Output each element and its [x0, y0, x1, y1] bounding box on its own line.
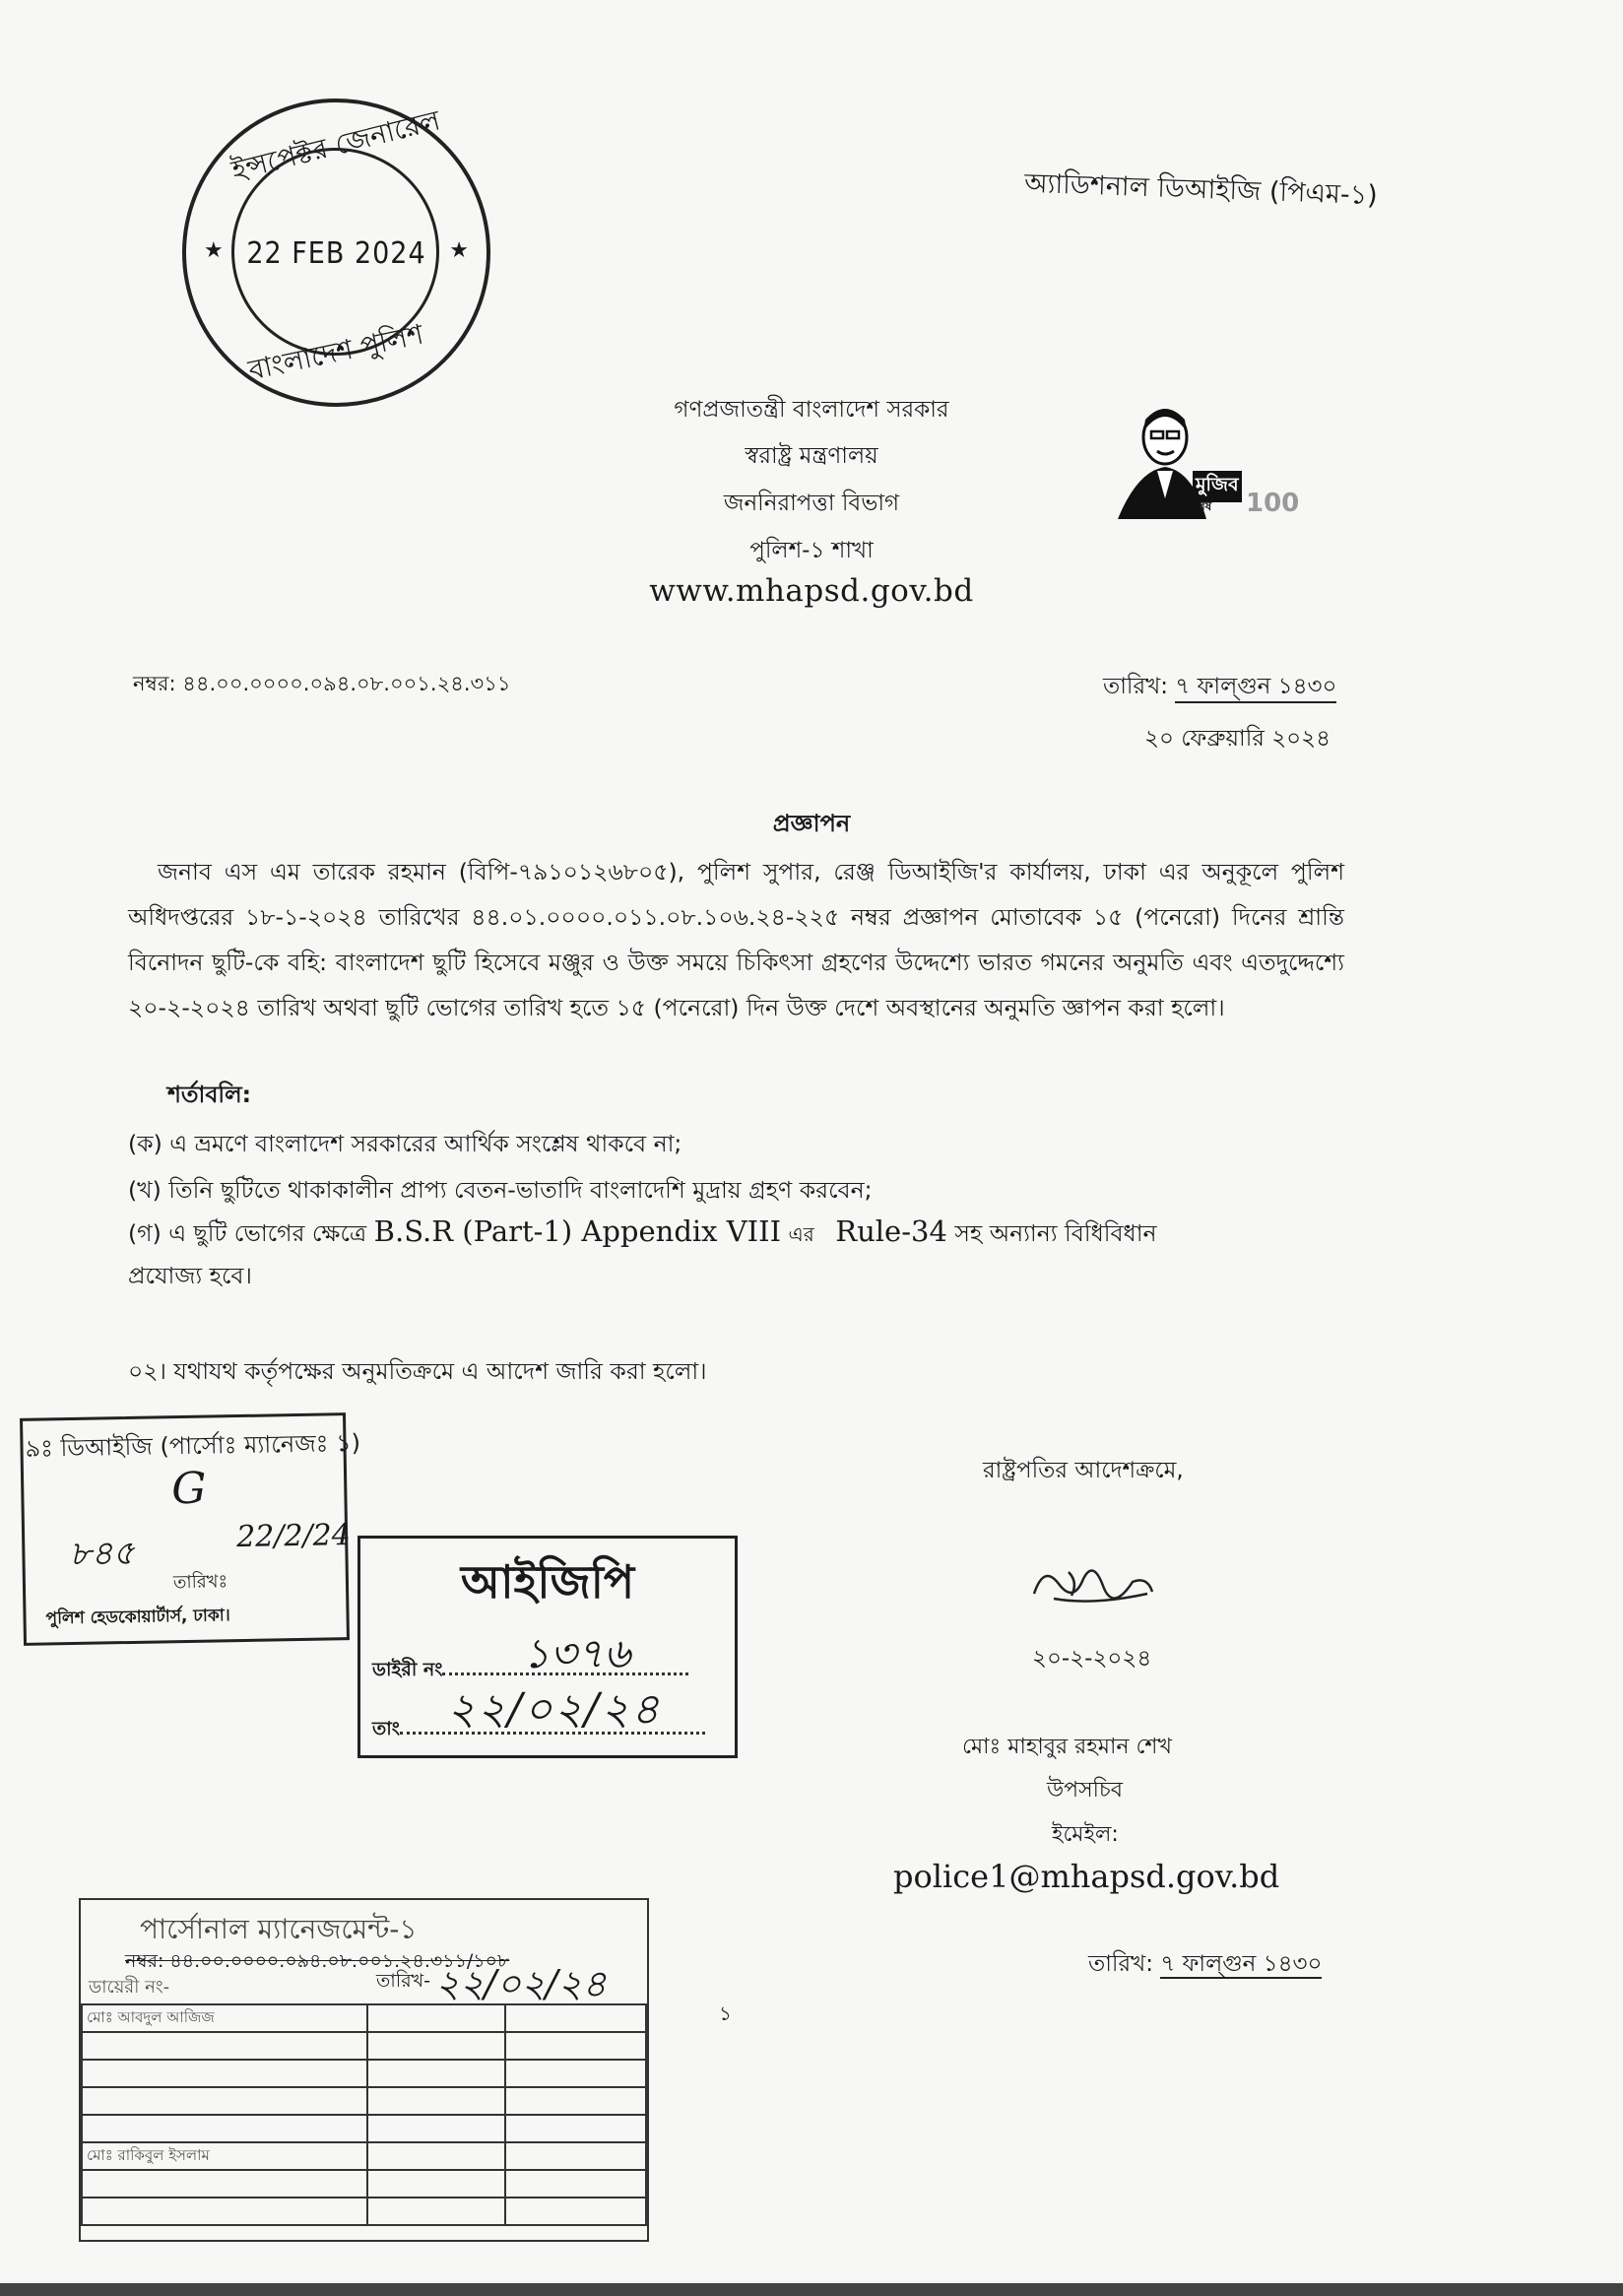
header-branch: পুলিশ-১ শাখা	[749, 538, 874, 563]
igp-diary-value: ১৩৭৬	[523, 1629, 631, 1677]
seal-bottom-text: বাংলাদেশ পুলিশ	[245, 317, 426, 387]
pm-register-stamp	[79, 1898, 649, 2242]
seal-star-icon: ★	[449, 238, 469, 263]
memo-date-english: ২০ ফেব্রুয়ারি ২০২৪	[1144, 726, 1331, 752]
last-date-bangla: ৭ ফাল্গুন ১৪৩০	[1160, 1951, 1323, 1977]
received-seal	[182, 98, 490, 407]
page-number: ১	[719, 2001, 732, 2025]
igp-date-label: তাং	[372, 1718, 400, 1739]
table-row	[82, 2170, 646, 2198]
memo-date	[1103, 668, 1336, 706]
routing-name-cell: মোঃ আবদুল আজিজ	[82, 2004, 367, 2032]
signatory-email: police1@mhapsd.gov.bd	[893, 1858, 1280, 1895]
memo-date-bangla: ৭ ফাল্গুন ১৪৩০	[1175, 674, 1336, 703]
routing-name-cell	[82, 2198, 367, 2225]
dig-stamp-hand-number: ৮৪৫	[69, 1533, 135, 1575]
condition-ka: (ক) এ ভ্রমণে বাংলাদেশ সরকারের আর্থিক সংশ্লেষ থাকবে না;	[128, 1130, 682, 1157]
dig-stamp-hand-date: 22/2/24	[235, 1518, 352, 1555]
condition-kha: (খ) তিনি ছুটিতে থাকাকালীন প্রাপ্য বেতন-ভাতাদি বাংলাদেশি মুদ্রায় গ্রহণ করবেন;	[128, 1176, 873, 1204]
routing-name-cell	[82, 2115, 367, 2142]
signatory-name: মোঃ মাহাবুর রহমান শেখ	[962, 1735, 1172, 1759]
memo-number-label: নম্বর:	[133, 672, 176, 695]
header-website: www.mhapsd.gov.bd	[649, 573, 974, 609]
signature-scribble	[1024, 1554, 1162, 1617]
logo-text: মুজিব	[1193, 471, 1242, 502]
condition-ga	[128, 1214, 1349, 1254]
dig-stamp-title: ৯ঃ ডিআইজি (পার্সোঃ ম্যানেজঃ ১)	[25, 1428, 361, 1463]
condition-ga-ref2: Rule-34	[835, 1214, 947, 1248]
seal-star-icon: ★	[204, 238, 224, 263]
pm-date-label: তারিখ-	[376, 1970, 430, 1992]
last-date-label: তারিখ:	[1088, 1951, 1154, 1977]
memo-number	[133, 668, 510, 702]
signatory-designation: উপসচিব	[1047, 1778, 1124, 1803]
header-division: জননিরাপত্তা বিভাগ	[723, 491, 900, 516]
condition-ga-ref1: B.S.R (Part-1) Appendix VIII	[373, 1214, 782, 1248]
signed-date: ২০-২-২০২৪	[1032, 1646, 1152, 1672]
dig-stamp-date-label: তারিখঃ	[172, 1571, 228, 1594]
memo-number-value: ৪৪.০০.০০০০.০৯৪.০৮.০০১.২৪.৩১১	[182, 672, 511, 695]
logo-number: 100	[1246, 489, 1300, 518]
last-date	[1088, 1945, 1322, 1984]
table-row	[82, 2087, 646, 2115]
table-row	[82, 2060, 646, 2087]
table-row	[82, 2198, 646, 2225]
notice-title: প্রজ্ঞাপন	[772, 810, 851, 837]
memo-date-label: তারিখ:	[1103, 674, 1169, 699]
page-bottom-edge	[0, 2283, 1623, 2296]
mujib-100-logo	[1108, 396, 1300, 524]
dig-receipt-stamp	[20, 1412, 361, 1646]
pm-date-value: ২২/০২/২৪	[435, 1962, 607, 2005]
table-row	[82, 2004, 646, 2032]
header-ministry: স্বরাষ্ট্র মন্ত্রণালয়	[745, 443, 878, 469]
condition-ga-line2: প্রযোজ্য হবে।	[128, 1262, 252, 1289]
by-order-of-president: রাষ্ট্রপতির আদেশক্রমে,	[983, 1458, 1184, 1483]
igp-diary-stamp	[357, 1536, 738, 1758]
routing-name-cell	[82, 2087, 367, 2115]
routing-name-cell	[82, 2060, 367, 2087]
condition-ga-mid: এর	[788, 1222, 814, 1246]
header-government: গণপ্রজাতন্ত্রী বাংলাদেশ সরকার	[674, 397, 949, 423]
routing-name-cell	[82, 2170, 367, 2198]
pm-stamp-number: নম্বর: ৪৪.০০.০০০০.০৯৪.০৮.০০১.২৪.৩১১/১০৮	[125, 1950, 510, 1972]
notice-body: জনাব এস এম তারেক রহমান (বিপি-৭৯১০১২৬৮০৫), পুলিশ সুপার, রেঞ্জ ডিআইজি'র কার্যালয়, ঢাকা এর অনুকূলে পুলিশ অধিদপ্তরের ১৮-১-২০২৪ তারিখের ৪৪.০১.০০০০.০১১.০৮.১০৬.২৪-২২৫ নম্বর প্রজ্ঞাপন মোতাবেক ১৫ (পনেরো) দিনের শ্রান্তি বিনোদন ছুটি-কে বহি: বাংলাদেশ ছুটি হিসেবে মঞ্জুর ও উক্ত সময়ে চিকিৎসা গ্রহণের উদ্দেশ্যে ভারত গমনের অনুমতি এবং এতদুদ্দেশ্যে ২০-২-২০২৪ তারিখ অথবা ছুটি ভোগের তারিখ হতে ১৫ (পনেরো) দিন উক্ত দেশে অবস্থানের অনুমতি জ্ঞাপন করা হলো।	[128, 858, 1344, 1021]
signature-icon	[1024, 1554, 1162, 1613]
addressee-note: অ্যাডিশনাল ডিআইজি (পিএম-১)	[1023, 167, 1379, 212]
table-row	[82, 2115, 646, 2142]
email-label: ইমেইল:	[1052, 1822, 1119, 1847]
dig-stamp-footer: পুলিশ হেডকোয়ার্টার্স, ঢাকা।	[45, 1606, 230, 1629]
dig-stamp-hand-mark: G	[170, 1463, 207, 1515]
pm-diary-label: ডায়েরী নং-	[89, 1977, 170, 1998]
seal-date: 22 FEB 2024	[246, 236, 426, 271]
pm-routing-table	[81, 2003, 647, 2226]
logo-subtext: বর্ষ	[1199, 499, 1212, 513]
pm-stamp-title: পার্সোনাল ম্যানেজমেন্ট-১	[140, 1913, 418, 1945]
condition-ga-prefix: (গ) এ ছুটি ভোগের ক্ষেত্রে	[128, 1219, 367, 1247]
order-issued: ০২। যথাযথ কর্তৃপক্ষের অনুমতিক্রমে এ আদেশ জারি করা হলো।	[128, 1357, 707, 1385]
routing-name-cell	[82, 2032, 367, 2060]
igp-diary-label: ডাইরী নং	[372, 1659, 443, 1680]
table-row	[82, 2032, 646, 2060]
table-row	[82, 2142, 646, 2170]
seal-top-text: ইন্সপেক্টর জেনারেল	[227, 103, 444, 187]
conditions-title: শর্তাবলি:	[167, 1081, 252, 1108]
condition-ga-suffix: সহ অন্যান্য বিধিবিধান	[954, 1219, 1157, 1247]
routing-name-cell: মোঃ রাকিবুল ইসলাম	[82, 2142, 367, 2170]
igp-stamp-title: আইজিপি	[460, 1555, 635, 1608]
igp-date-value: ২২/০২/২৪	[447, 1684, 662, 1735]
